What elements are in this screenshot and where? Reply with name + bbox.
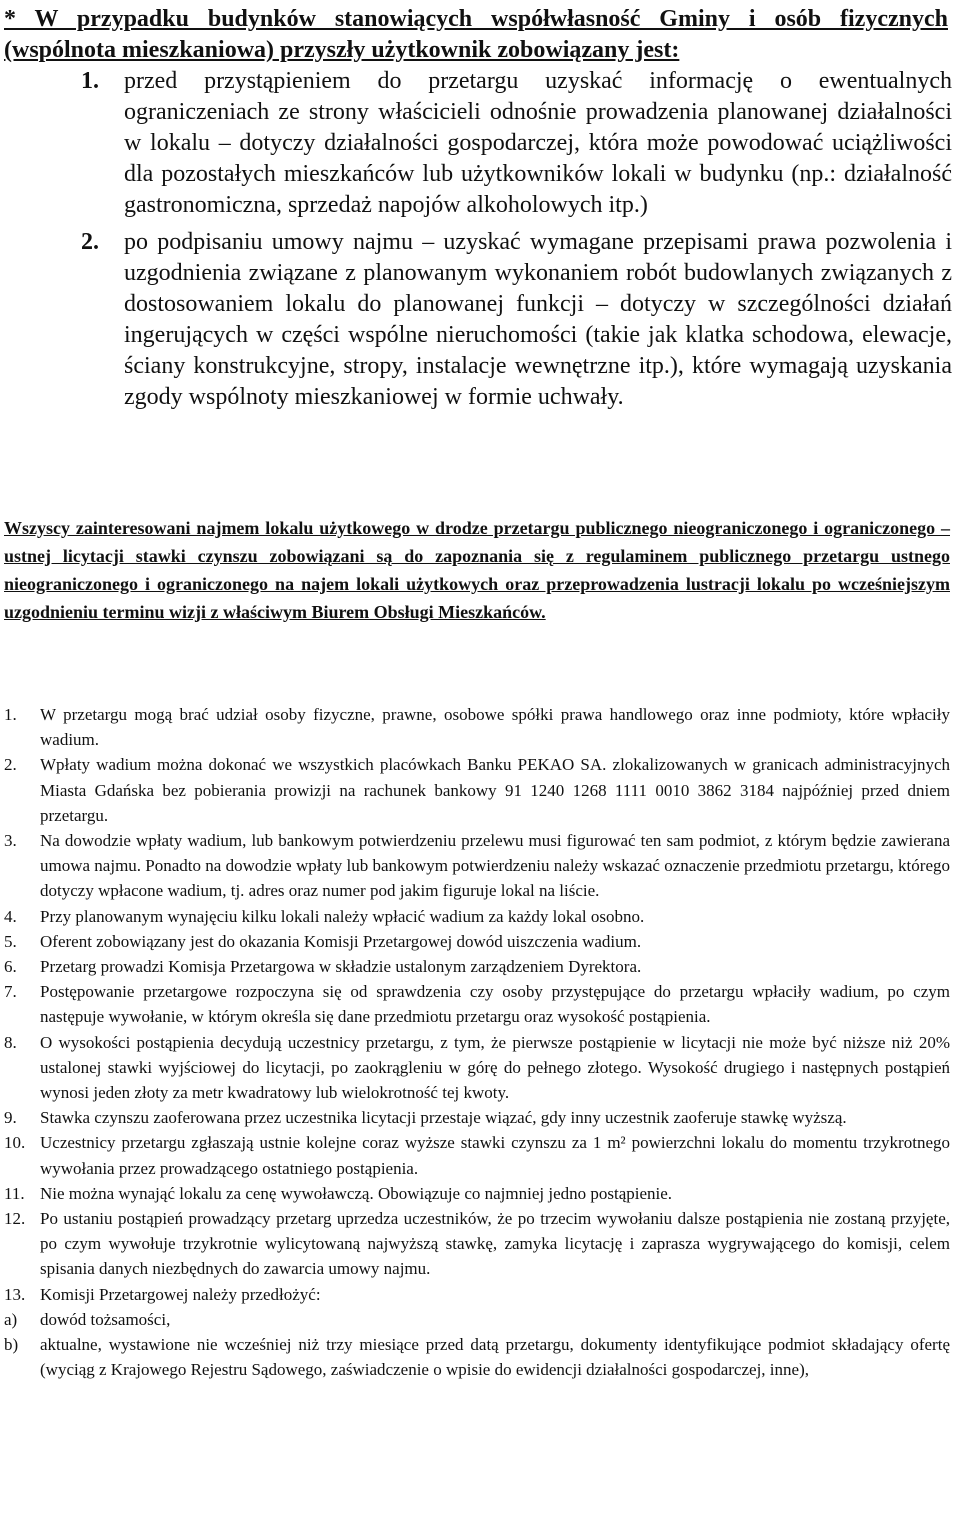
obligation-item — [4, 66, 952, 221]
rule-number: 12. — [4, 1209, 26, 1229]
rule-text: Nie można wynająć lokalu za cenę wywoławczą. Obowiązuje co najmniej jedno postąpienie. — [40, 1183, 673, 1203]
rule-item — [4, 752, 950, 828]
rule-text: Uczestnicy przetargu zgłaszają ustnie kolejne coraz wyższe stawki czynszu za 1 m² powierzchni lokalu do momentu trzykrotnego wywołania przez prowadzącego ostatniego postąpienia. — [40, 1133, 950, 1178]
rule-text: W przetargu mogą brać udział osoby fizyczne, prawne, osobowe spółki prawa handlowego oraz inne podmioty, które wpłaciły wadium. — [40, 705, 950, 750]
obligation-number: 2. — [81, 229, 99, 255]
rule-item — [4, 1282, 950, 1307]
sub-item-text: aktualne, wystawione nie wcześniej niż trzy miesiące przed datą przetargu, dokumenty identyfikujące podmiot składający ofertę (wyciąg z Krajowego Rejestru Sądowego, zaświadczenie o wpisie do ewidencji działalności gospodarczej, inne), — [40, 1335, 950, 1380]
sub-item-letter: b) — [4, 1335, 19, 1355]
rule-number: 9. — [4, 1108, 17, 1128]
rule-item — [4, 702, 950, 752]
rule-item — [4, 1130, 950, 1180]
rule-item — [4, 1206, 950, 1282]
sub-item-text: dowód tożsamości, — [40, 1309, 171, 1329]
obligation-text: przed przystąpieniem do przetargu uzyskać informację o ewentualnych ograniczeniach ze strony właścicieli odnośnie prowadzenia planowanej działalności w lokalu – dotyczy działalności gospodarczej, która może powodować uciążliwości dla pozostałych mieszkańców lub użytkowników lokali w budynku (np.: działalność gastronomiczna, sprzedaż napojów alkoholowych itp.) — [124, 68, 952, 218]
rule-item — [4, 1030, 950, 1106]
rule-text: Wpłaty wadium można dokonać we wszystkich placówkach Banku PEKAO SA. zlokalizowanych w granicach administracyjnych Miasta Gdańska bez pobierania prowizji na rachunek bankowy 91 1240 1268 1111 0010 3862 3184 najpóźniej przed dniem przetargu. — [40, 755, 950, 825]
obligation-text: po podpisaniu umowy najmu – uzyskać wymagane przepisami prawa pozwolenia i uzgodnienia związane z planowanym wykonaniem robót budowlanych związanych z dostosowaniem lokalu do planowanej funkcji – dotyczy w szczególności działań ingerujących w części wspólne nieruchomości (takie jak klatka schodowa, elewacje, ściany konstrukcyjne, stropy, instalacje wewnętrzne itp.), które wymagają uzyskania zgody wspólnoty mieszkaniowej w formie uchwały. — [124, 229, 952, 410]
rule-text: Po ustaniu postąpień prowadzący przetarg uprzedza uczestników, że po trzecim wywołaniu dalsze postąpienia nie zostaną przyjęte, po czym wywołuje trzykrotnie wylicytowaną najwyższą stawkę, zamyka licytację i zaprasza wygrywającego do komisji, celem spisania danych niezbędnych do zawarcia umowy najmu. — [40, 1209, 950, 1279]
notice-paragraph: Wszyscy zainteresowani najmem lokalu użytkowego w drodze przetargu publicznego nieograniczonego i ograniczonego – ustnej licytacji stawki czynszu zobowiązani są do zapoznania się z regulaminem publicznego przetargu ustnego nieograniczonego i ograniczonego na najem lokali użytkowych oraz przeprowadzenia lustracji lokalu po wcześniejszym uzgodnieniu terminu wizji z właściwym Biurem Obsługi Mieszkańców. — [4, 518, 950, 622]
document-sub-item — [4, 1307, 950, 1332]
rule-number: 5. — [4, 931, 17, 951]
rule-number: 2. — [4, 755, 17, 775]
rule-number: 13. — [4, 1284, 26, 1304]
rule-item — [4, 1105, 950, 1130]
rule-item — [4, 1181, 950, 1206]
rule-number: 1. — [4, 705, 17, 724]
rule-item — [4, 954, 950, 979]
rule-item — [4, 979, 950, 1029]
document-sub-item — [4, 1332, 950, 1382]
rule-text: Oferent zobowiązany jest do okazania Komisji Przetargowej dowód uiszczenia wadium. — [40, 931, 642, 951]
rule-item — [4, 929, 950, 954]
rule-text: Stawka czynszu zaoferowana przez uczestnika licytacji przestaje wiązać, gdy inny uczestnik zaoferuje stawkę wyższą. — [40, 1108, 847, 1128]
sub-item-letter: a) — [4, 1309, 18, 1329]
rule-item — [4, 828, 950, 904]
rule-text: Na dowodzie wpłaty wadium, lub bankowym potwierdzeniu przelewu musi figurować ten sam podmiot, z którym będzie zawierana umowa najmu. Ponadto na dowodzie wpłaty lub bankowym potwierdzeniu należy wskazać oznaczenie przedmiotu przetargu, którego dotyczy wpłacone wadium, tj. adres oraz numer pod jakim figuruje lokal na liście. — [40, 831, 950, 901]
section-heading: * W przypadku budynków stanowiących współwłasność Gminy i osób fizycznych (wspólnota mieszkaniowa) przyszły użytkownik zobowiązany jest: — [4, 6, 948, 63]
rule-text: Przetarg prowadzi Komisja Przetargowa w składzie ustalonym zarządzeniem Dyrektora. — [40, 957, 642, 977]
rule-number: 6. — [4, 957, 17, 977]
rule-number: 7. — [4, 982, 17, 1002]
tender-rules-list — [4, 702, 950, 1382]
rule-number: 8. — [4, 1032, 17, 1052]
rule-text: Postępowanie przetargowe rozpoczyna się od sprawdzenia czy osoby przystępujące do przetargu wpłaciły wadium, po czym następuje wywołanie, w którym określa się dane przedmiotu przetargu oraz wysokość postąpienia. — [40, 982, 950, 1027]
rule-number: 10. — [4, 1133, 26, 1153]
rule-text: O wysokości postąpienia decydują uczestnicy przetargu, z tym, że pierwsze postąpienie w licytacji nie może być niższe niż 20% ustalonej stawki wyjściowej do licytacji, po zaokrągleniu w górę do pełnego złotego. Wysokość drugiego i następnych postąpień wynosi jeden złoty za metr kwadratowy lub wielokrotność tej kwoty. — [40, 1032, 950, 1103]
rule-text: Komisji Przetargowej należy przedłożyć: — [40, 1284, 321, 1304]
rule-number: 4. — [4, 906, 17, 926]
rule-number: 3. — [4, 831, 17, 851]
rule-text: Przy planowanym wynajęciu kilku lokali należy wpłacić wadium za każdy lokal osobno. — [40, 906, 645, 926]
rule-item — [4, 904, 950, 929]
obligations-list — [4, 66, 952, 413]
obligation-item — [4, 227, 952, 413]
rule-number: 11. — [4, 1183, 25, 1203]
obligation-number: 1. — [81, 68, 99, 94]
